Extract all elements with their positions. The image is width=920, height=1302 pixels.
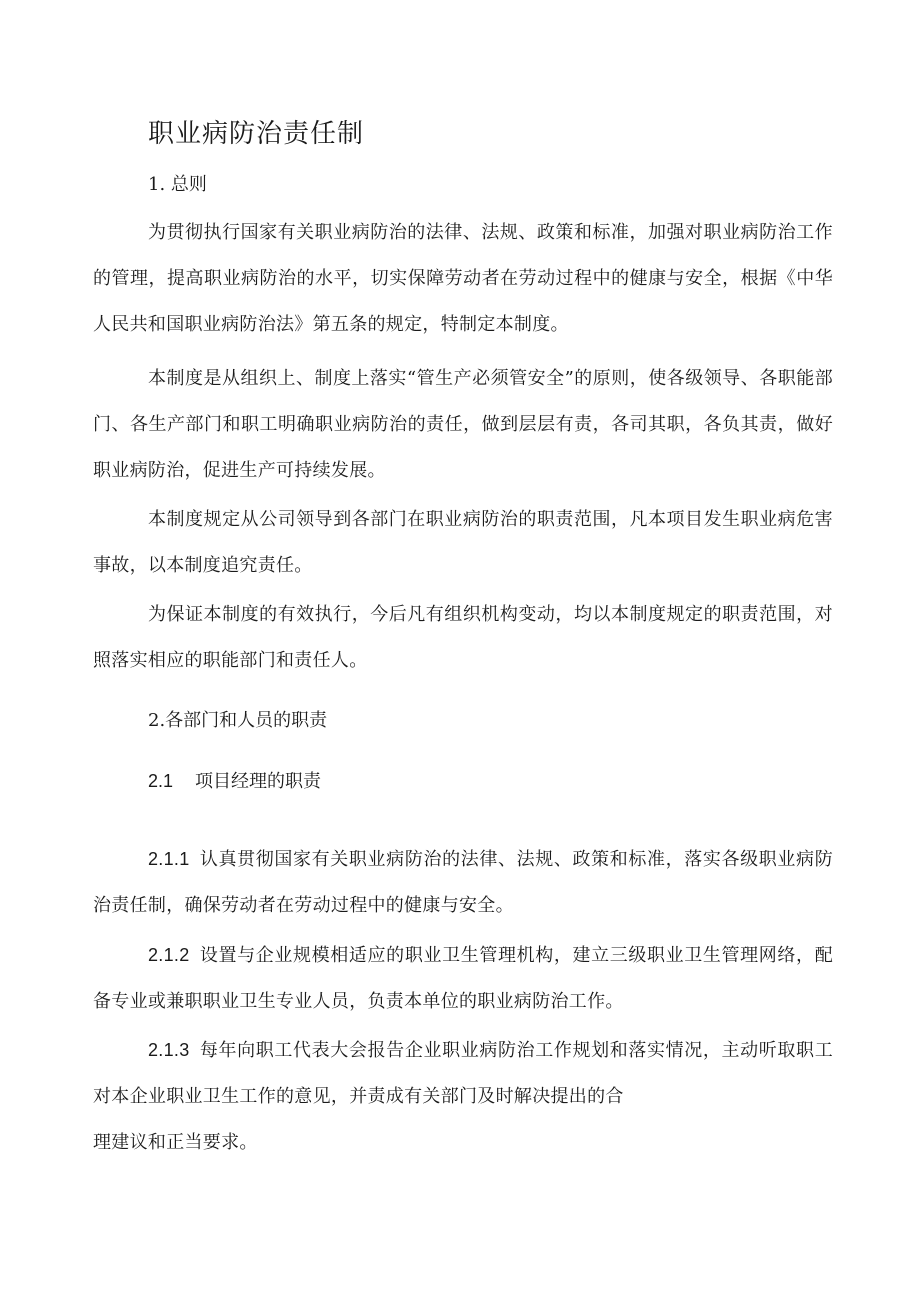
item-2-1-2-text: 设置与企业规模相适应的职业卫生管理机构，建立三级职业卫生管理网络，配备专业或兼职职业卫生专业人员，负责本单位的职业病防治工作。 [93, 945, 833, 1012]
paragraph-scope: 本制度规定从公司领导到各部门在职业病防治的职责范围，凡本项目发生职业病危害事故，以本制度追究责任。 [93, 509, 833, 576]
item-2-1-1 [93, 836, 833, 929]
item-2-1-1-text: 认真贯彻国家有关职业病防治的法律、法规、政策和标准，落实各级职业病防治责任制，确保劳动者在劳动过程中的健康与安全。 [93, 849, 833, 916]
item-2-1-3-number: 2.1.3 [148, 1040, 190, 1060]
item-2-1-2 [93, 932, 833, 1025]
item-2-1-1-number: 2.1.1 [148, 849, 190, 869]
paragraph-principle: 本制度是从组织上、制度上落实“管生产必须管安全”的原则，使各级领导、各职能部门、各生产部门和职工明确职业病防治的责任，做到层层有责，各司其职，各负其责，做好职业病防治，促进生产可持续发展。 [93, 368, 833, 481]
section-2-1-heading [148, 766, 321, 797]
section-1-heading: 1. 总则 [148, 174, 207, 195]
item-2-1-2-number: 2.1.2 [148, 945, 190, 965]
section-2-1-number: 2.1 [148, 771, 174, 791]
paragraph-purpose: 为贯彻执行国家有关职业病防治的法律、法规、政策和标准，加强对职业病防治工作的管理，提高职业病防治的水平，切实保障劳动者在劳动过程中的健康与安全，根据《中华人民共和国职业病防治法》第五条的规定，特制定本制度。 [93, 222, 833, 335]
section-2-1-title: 项目经理的职责 [195, 771, 322, 792]
item-2-1-3-text: 每年向职工代表大会报告企业职业病防治工作规划和落实情况，主动听取职工对本企业职业卫生工作的意见，并责成有关部门及时解决提出的合 [93, 1040, 833, 1107]
item-2-1-3 [93, 1027, 833, 1166]
section-2-heading: 2.各部门和人员的职责 [148, 710, 328, 731]
paragraph-execution: 为保证本制度的有效执行，今后凡有组织机构变动，均以本制度规定的职责范围，对照落实相应的职能部门和责任人。 [93, 604, 833, 671]
document-title: 职业病防治责任制 [148, 119, 365, 149]
item-2-1-3-text-continued: 理建议和正当要求。 [93, 1132, 258, 1153]
